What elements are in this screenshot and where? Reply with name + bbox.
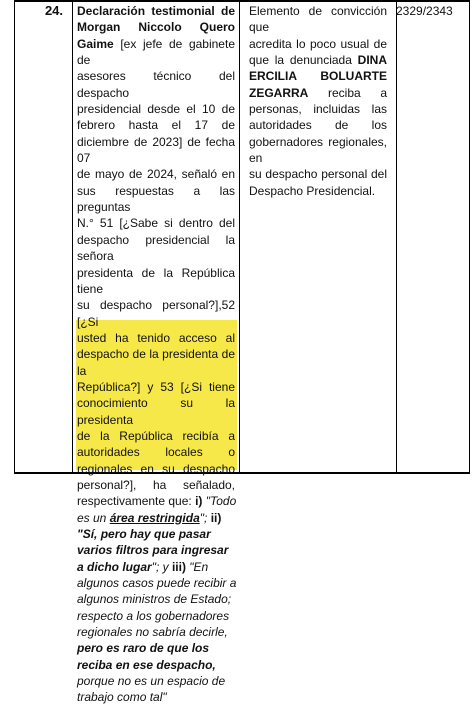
decl-line: personal?], ha señalado, <box>77 477 235 492</box>
decl-line: de mayo de 2024, señaló en <box>77 167 235 182</box>
row-number: 24. <box>44 3 64 18</box>
quote-line: algunos casos puede recibir a <box>77 576 237 591</box>
decl-line: respectivamente que: i) "Todo <box>77 494 237 509</box>
decl-line: presidenta de la República tiene <box>77 265 235 296</box>
evidence-line <box>249 52 387 68</box>
quote-line: regionales no sabría decirle, <box>77 625 228 640</box>
decl-line: conocimiento su la presidenta <box>77 396 235 427</box>
evidence-line: ERCILIA BOLUARTE <box>249 69 387 84</box>
evidence-line: personas, incluidas las <box>249 102 387 117</box>
decl-line: regionales en su despacho <box>77 461 235 476</box>
decl-line: Declaración testimonial de <box>77 4 235 18</box>
evidence-line: su despacho personal del <box>249 167 387 182</box>
folio-cell: 2329/2343 <box>396 4 453 18</box>
decl-line: Gaime [ex jefe de gabinete de <box>77 36 235 68</box>
quote-line: a dicho lugar"; y iii) "En <box>77 559 209 574</box>
decl-line: febrero hasta el 17 de <box>77 118 235 133</box>
evidence-text: reciba a <box>308 85 387 100</box>
decl-line: República?] y 53 [¿Si tiene <box>77 379 235 394</box>
quote-line: varios filtros para ingresar <box>77 543 229 558</box>
evidence-line: autoridades de los <box>249 118 387 133</box>
decl-line: Morgan Niccolo Quero <box>77 20 235 35</box>
decl-line: N.° 51 [¿Sabe si dentro del <box>77 216 235 231</box>
col-divider-1 <box>72 0 73 474</box>
evidence-line: gobernadores regionales, en <box>249 134 387 166</box>
evidence-cell <box>249 3 387 199</box>
decl-line: presidencial desde el 10 de <box>77 102 235 117</box>
evidence-line: acredita lo poco usual de <box>249 36 387 51</box>
decl-line: despacho de la presidenta de la <box>77 347 235 378</box>
evidence-line: Despacho Presidencial. <box>249 183 376 198</box>
decl-line: despacho presidencial la señora <box>77 232 235 264</box>
decl-line: autoridades locales o <box>77 445 235 460</box>
quote-line: algunos ministros de Estado; <box>77 592 232 607</box>
quote-line: pero es raro de que los <box>77 641 210 656</box>
quote-line: trabajo como tal" <box>77 690 167 705</box>
decl-line: usted ha tenido acceso al <box>77 330 235 345</box>
decl-line: asesores técnico del despacho <box>77 69 235 100</box>
decl-line: su despacho personal?],52 [¿Si <box>77 298 235 329</box>
defendant-name: ZEGARRA <box>249 85 309 100</box>
quote-line: "Sí, pero hay que pasar <box>77 527 211 541</box>
decl-line: sus respuestas a las preguntas <box>77 183 235 215</box>
evidence-text: que la denunciada <box>249 53 358 68</box>
decl-line: diciembre de 2023] de fecha 07 <box>77 134 235 166</box>
top-border <box>14 0 470 2</box>
quote-line: reciba en ese despacho, <box>77 657 216 672</box>
declaration-cell <box>77 3 235 706</box>
col-divider-2 <box>239 0 240 474</box>
evidence-line: Elemento de convicción que <box>249 4 387 35</box>
quote-line: porque no es un espacio de <box>77 674 226 689</box>
right-border <box>469 0 470 474</box>
left-border <box>14 0 15 474</box>
evidence-line <box>249 85 387 101</box>
quote-line: respecto a los gobernadores <box>77 608 230 623</box>
defendant-name: DINA <box>357 53 387 68</box>
decl-line: de la República recibía a <box>77 428 235 443</box>
decl-line: es un área restringida"; ii) <box>77 510 222 525</box>
col-divider-3 <box>396 0 397 474</box>
